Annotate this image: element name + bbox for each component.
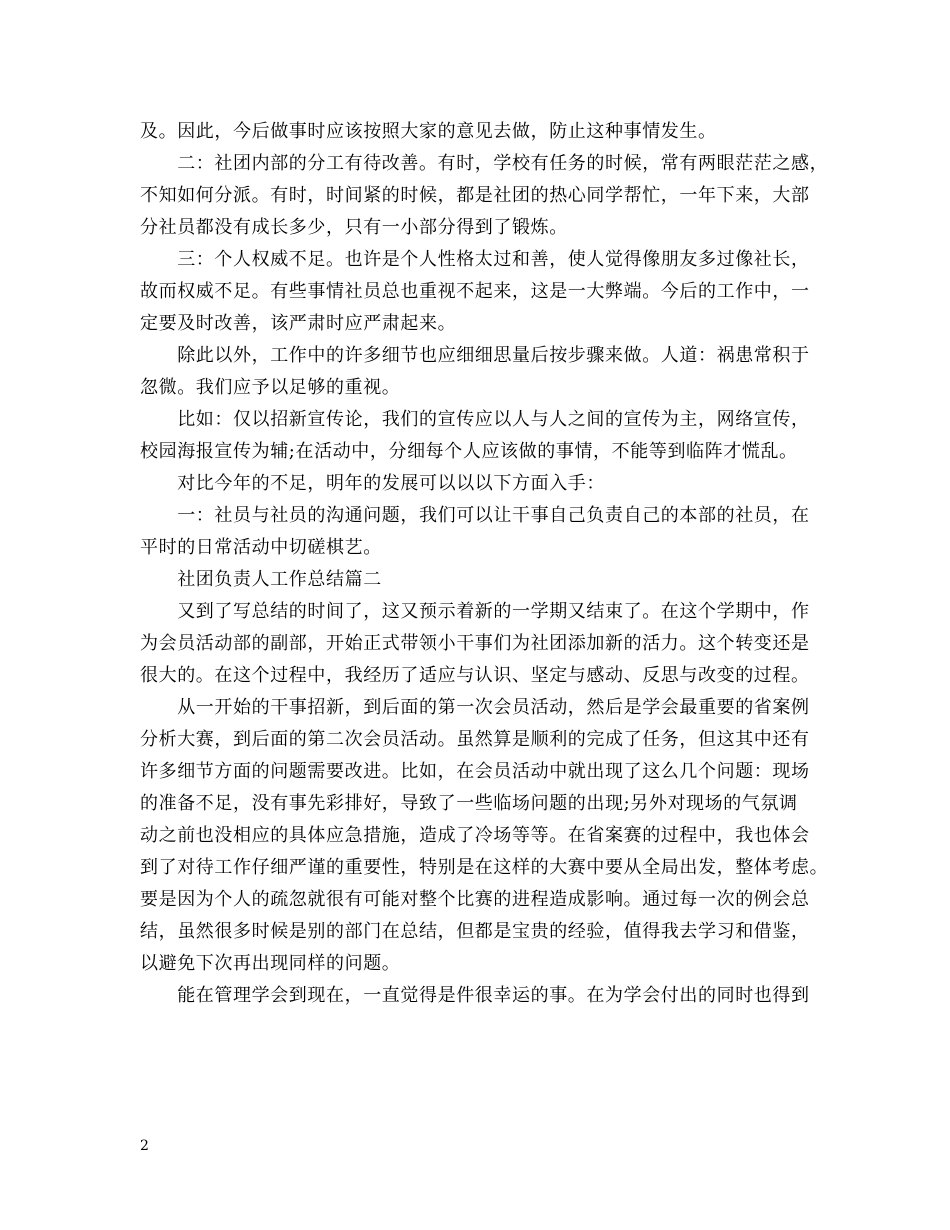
text-line: 校园海报宣传为辅;在活动中，分细每个人应该做的事情，不能等到临阵才慌乱。 (140, 441, 798, 462)
text-line: 结，虽然很多时候是别的部门在总结，但都是宝贵的经验，值得我去学习和借鉴， (140, 921, 810, 942)
text-line: 很大的。在这个过程中，我经历了适应与认识、坚定与感动、反思与改变的过程。 (140, 665, 810, 686)
text-line: 三：个人权威不足。也许是个人性格太过和善，使人觉得像朋友多过像社长， (140, 249, 810, 270)
document-body (140, 116, 830, 1012)
text-line: 从一开始的干事招新，到后面的第一次会员活动，然后是学会最重要的省案例 (140, 697, 810, 718)
text-line: 的准备不足，没有事先彩排好，导致了一些临场问题的出现;另外对现场的气氛调 (140, 793, 798, 814)
text-line: 不知如何分派。有时，时间紧的时候，都是社团的热心同学帮忙，一年下来，大部 (140, 185, 810, 206)
text-line: 除此以外，工作中的许多细节也应细细思量后按步骤来做。人道：祸患常积于 (140, 345, 810, 366)
text-line: 要是因为个人的疏忽就很有可能对整个比赛的进程造成影响。通过每一次的例会总 (140, 889, 810, 910)
text-line: 能在管理学会到现在，一直觉得是件很幸运的事。在为学会付出的同时也得到 (140, 985, 810, 1006)
text-line: 为会员活动部的副部，开始正式带领小干事们为社团添加新的活力。这个转变还是 (140, 633, 810, 654)
section-heading: 社团负责人工作总结篇二 (140, 569, 382, 590)
text-line: 平时的日常活动中切磋棋艺。 (140, 537, 382, 558)
text-line: 故而权威不足。有些事情社员总也重视不起来，这是一大弊端。今后的工作中，一 (140, 281, 810, 302)
text-line: 又到了写总结的时间了，这又预示着新的一学期又结束了。在这个学期中，作 (140, 601, 810, 622)
page-number: 2 (140, 1138, 149, 1154)
text-line: 对比今年的不足，明年的发展可以以以下方面入手： (140, 473, 605, 494)
text-line: 比如：仅以招新宣传论，我们的宣传应以人与人之间的宣传为主，网络宣传， (140, 409, 810, 430)
text-line: 及。因此，今后做事时应该按照大家的意见去做，防止这种事情发生。 (140, 121, 717, 142)
text-line: 分社员都没有成长多少，只有一小部分得到了锻炼。 (140, 217, 568, 238)
text-line: 分析大赛，到后面的第二次会员活动。虽然算是顺利的完成了任务，但这其中还有 (140, 729, 810, 750)
text-line: 忽微。我们应予以足够的重视。 (140, 377, 401, 398)
text-line: 二：社团内部的分工有待改善。有时，学校有任务的时候，常有两眼茫茫之感， (140, 153, 829, 174)
text-line: 动之前也没相应的具体应急措施，造成了冷场等等。在省案赛的过程中，我也体会 (140, 825, 810, 846)
text-line: 以避免下次再出现同样的问题。 (140, 953, 401, 974)
text-line: 许多细节方面的问题需要改进。比如，在会员活动中就出现了这么几个问题：现场 (140, 761, 810, 782)
text-line: 到了对待工作仔细严谨的重要性，特别是在这样的大赛中要从全局出发，整体考虑。 (140, 857, 829, 878)
text-line: 一：社员与社员的沟通问题，我们可以让干事自己负责自己的本部的社员，在 (140, 505, 810, 526)
text-line: 定要及时改善，该严肃时应严肃起来。 (140, 313, 457, 334)
